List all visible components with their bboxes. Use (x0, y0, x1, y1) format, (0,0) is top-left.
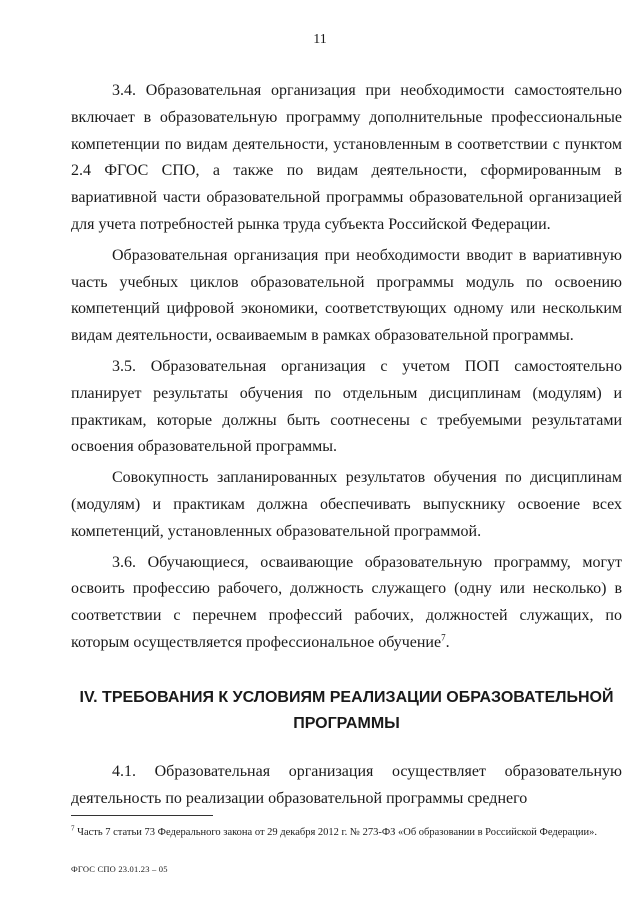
paragraph-3-6-text: 3.6. Обучающиеся, осваивающие образовательную программу, могут освоить профессию рабочего, должность служащего (одну или несколько) в соответствии с перечнем профессий рабочих, должностей служащих, по которым осуществляется профессиональное обучение (71, 553, 622, 651)
footnote (71, 826, 631, 840)
paragraph-3-5: 3.5. Образовательная организация с учетом ПОП самостоятельно планирует результаты обучения по отдельным дисциплинам (модулям) и практикам, которые должны быть соотнесены с требуемыми результатами освоения образовательной программы. (71, 357, 622, 456)
document-body (71, 78, 622, 812)
footnote-marker: 7 (71, 824, 75, 833)
paragraph-learning-outcomes: Совокупность запланированных результатов обучения по дисциплинам (модулям) и практикам должна обеспечивать выпускнику освоение всех компетенций, установленных образовательной программой. (71, 469, 622, 540)
footnote-divider (71, 815, 213, 816)
document-code: ФГОС СПО 23.01.23 – 05 (71, 864, 168, 874)
footnote-text: Часть 7 статьи 73 Федерального закона от 29 декабря 2012 г. № 273-ФЗ «Об образовании в Российской Федерации». (74, 827, 598, 838)
paragraph-4-1: 4.1. Образовательная организация осуществляет образовательную деятельность по реализации образовательной программы среднего (71, 762, 622, 807)
section-heading: IV. ТРЕБОВАНИЯ К УСЛОВИЯМ РЕАЛИЗАЦИИ ОБРАЗОВАТЕЛЬНОЙ ПРОГРАММЫ (79, 688, 614, 732)
paragraph-3-4: 3.4. Образовательная организация при необходимости самостоятельно включает в образовательную программу дополнительные профессиональные компетенции по видам деятельности, установленным в соответствии с пунктом 2.4 ФГОС СПО, а также по видам деятельности, сформированным в вариативной части образовательной программы образовательной организацией для учета потребностей рынка труда субъекта Российской Федерации. (71, 82, 622, 233)
footnote-reference[interactable]: 7 (441, 632, 446, 643)
paragraph-3-6 (71, 550, 622, 657)
paragraph-3-6-tail: . (445, 633, 450, 651)
page-number: 11 (313, 32, 327, 47)
paragraph-digital-economy: Образовательная организация при необходимости вводит в вариативную часть учебных циклов образовательной программы модуль по освоению компетенций цифровой экономики, соответствующих одному или нескольким видам деятельности, осваиваемым в рамках образовательной программы. (71, 246, 622, 345)
